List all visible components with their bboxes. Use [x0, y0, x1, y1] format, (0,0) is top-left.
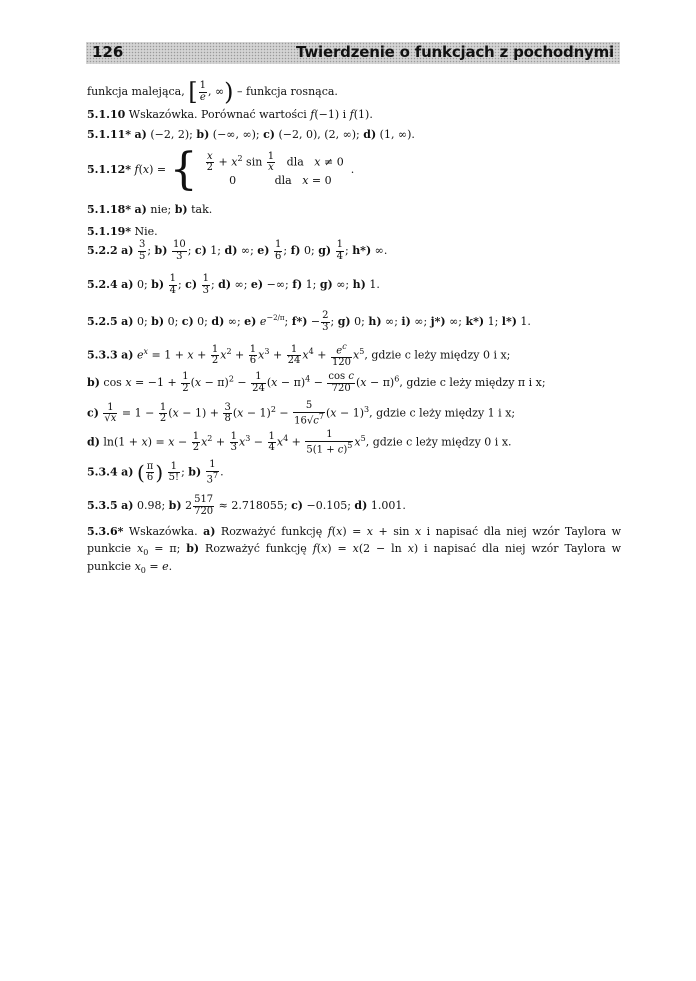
- answer-5-1-19: 5.1.19* Nie.: [87, 225, 158, 238]
- page-number: 126: [92, 43, 124, 61]
- answer-5-1-18: 5.1.18* a) nie; b) tak.: [87, 203, 213, 216]
- answer-5-3-3-a: 5.3.3 a) $e^x = 1 + x$ + $\frac{1}{2}$ $x^2$ + $\frac{1}{6}$ $x^3$ + $\frac{1}{24}$ $x^4$ + $\frac{e^c}{120}$ $x^5$, gdzie c leży między 0 i x;: [87, 342, 511, 368]
- answer-5-2-4: 5.2.4 a) 0; b) $\frac{1}{4}$ ; c) $\frac{1}{3}$ ; d) ∞; e) −∞; f) 1; g) ∞; h) 1.: [87, 273, 380, 296]
- answer-5-1-12: 5.1.12* f(x) = { $\frac{x}{2}$ + $x^2$ sin $\frac{1}{x}$ dla x ≠ 0 0 dla x = 0 .: [87, 144, 355, 195]
- header-title: Twierdzenie o funkcjach z pochodnymi: [296, 43, 614, 61]
- answer-5-3-3-c: c) $\frac{1}{√x}$ = 1 − $\frac{1}{2}$ (x − 1) + $\frac{3}{8}$ $(x - 1)^2$ − $\frac{5}{16√c^7}$ $(x - 1)^3$, gdzie c leży między 1 i x;: [87, 400, 516, 426]
- answer-5-1-11: 5.1.11* a) (−2, 2); b) (−∞, ∞); c) (−2, 0), (2, ∞); d) (1, ∞).: [87, 128, 415, 141]
- answer-5-3-4: 5.3.4 a) ( $\frac{\pi}{6}$ ) $\frac{1}{5!}$ ; b) $\frac{1}{3^7}$ .: [87, 459, 224, 485]
- answer-line-intro: funkcja malejąca, [ $\frac{1}{e}$ , ∞) – funkcja rosnąca.: [87, 78, 338, 106]
- answer-5-3-3-b: b) cos x = −1 + $\frac{1}{2}$ $(x - \pi)^2$ − $\frac{1}{24}$ $(x - \pi)^4$ − $\frac{\text{cos c}}{720}$ $(x - \pi)^6$, gdzie c leży między π i x;: [87, 371, 546, 394]
- answer-5-1-10: 5.1.10 Wskazówka. Porównać wartości f(−1) i f(1).: [87, 108, 373, 121]
- answer-5-3-5: 5.3.5 a) 0.98; b) 2 $\frac{517}{720}$ ≈ 2.718055; c) −0.105; d) 1.001.: [87, 494, 406, 517]
- answer-5-2-2: 5.2.2 a) $\frac{3}{5}$ ; b) $\frac{10}{3}$ ; c) 1; d) ∞; e) $\frac{1}{6}$ ; f) 0; g) $\frac{1}{4}$ ; h*) ∞.: [87, 239, 388, 262]
- answer-5-3-6: 5.3.6* Wskazówka. a) Rozważyć funkcję f(x) = x + sin x i napisać dla niej wzór Taylora w punkcie $x_0 = \pi$; b) Rozważyć funkcję f(x) = x(2 − ln x) i napisać dla niej wzór Taylora w punkcie $x_0 = e$.: [87, 525, 622, 575]
- page-header: [86, 42, 620, 64]
- answer-5-2-5: 5.2.5 a) 0; b) 0; c) 0; d) ∞; e) $e^{-2/\pi}$; f*) − $\frac{2}{3}$ ; g) 0; h) ∞; i) ∞; j*) ∞; k*) 1; l*) 1.: [87, 310, 531, 333]
- answer-5-3-3-d: d) ln(1 + x) = x − $\frac{1}{2}$ $x^2$ + $\frac{1}{3}$ $x^3$ − $\frac{1}{4}$ $x^4$ + $\frac{1}{5(1 + c)^5}$ $x^5$, gdzie c leży między 0 i x.: [87, 429, 512, 455]
